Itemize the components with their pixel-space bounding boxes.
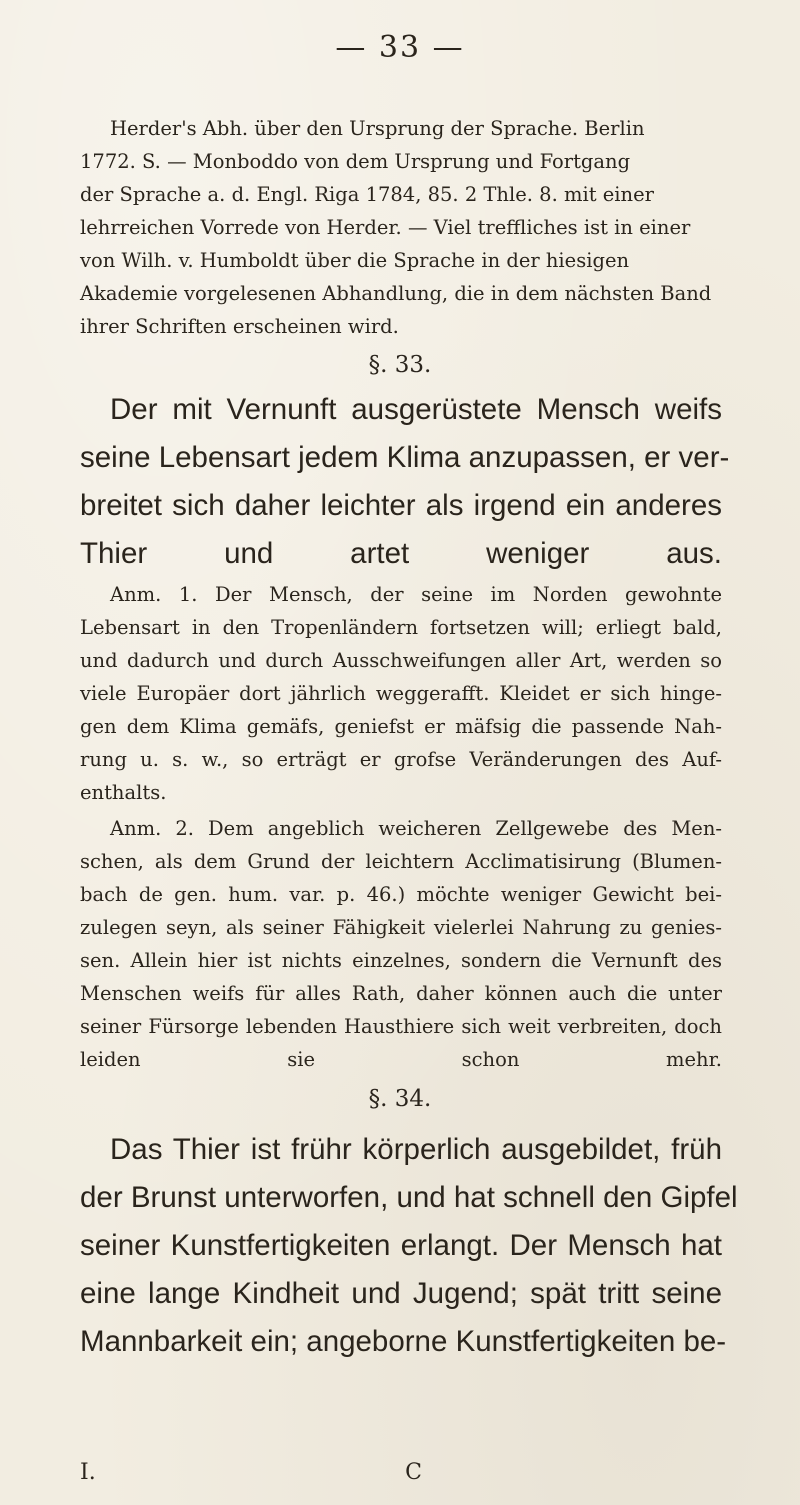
thesis-33 — [80, 386, 730, 578]
section-heading-34: §. 34. — [368, 1086, 432, 1112]
text-line: lehrreichen Vorrede von Herder. — Viel treffliches ist in einer — [80, 216, 691, 239]
text-line: Herder's Abh. über den Ursprung der Sprache. Berlin — [110, 117, 645, 140]
text-line: eine lange Kindheit und Jugend; spät tritt seine — [80, 1277, 722, 1310]
text-line: gen dem Klima gemäfs, geniefst er mäfsig die passende Nah- — [80, 715, 722, 738]
page-number: — 33 — — [335, 30, 465, 65]
text-line: Der mit Vernunft ausgerüstete Mensch weifs — [110, 393, 722, 426]
text-line: Das Thier ist frühr körperlich ausgebildet, früh — [110, 1133, 722, 1166]
annotation-2 — [80, 812, 722, 1076]
annotation-1 — [80, 578, 722, 809]
signature-mark: C — [405, 1460, 422, 1485]
text-line: zulegen seyn, als seiner Fähigkeit vielerlei Nahrung zu genies- — [80, 916, 722, 939]
text-line: viele Europäer dort jährlich weggerafft. Kleidet er sich hinge- — [80, 682, 722, 705]
text-line: und dadurch und durch Ausschweifungen aller Art, werden so — [80, 649, 722, 672]
text-line: der Brunst unterworfen, und hat schnell den Gipfel — [80, 1181, 738, 1214]
text-line: 1772. S. — Monboddo von dem Ursprung und Fortgang — [80, 150, 631, 173]
text-line: seiner Fürsorge lebenden Hausthiere sich weit verbreiten, doch — [80, 1015, 722, 1038]
text-line: Anm. 1. Der Mensch, der seine im Norden gewohnte — [110, 583, 722, 606]
text-line: seiner Kunstfertigkeiten erlangt. Der Mensch hat — [80, 1229, 722, 1262]
text-line: ihrer Schriften erscheinen wird. — [80, 315, 399, 338]
thesis-34 — [80, 1126, 738, 1366]
text-line: enthalts. — [80, 781, 167, 804]
sheet-number: I. — [80, 1460, 96, 1485]
text-line: Menschen weifs für alles Rath, daher können auch die unter — [80, 982, 722, 1005]
text-line: Thier und artet weniger aus. — [80, 537, 722, 570]
text-line: leiden sie schon mehr. — [80, 1048, 722, 1071]
text-line: seine Lebensart jedem Klima anzupassen, er ver- — [80, 441, 730, 474]
text-line: von Wilh. v. Humboldt über die Sprache in der hiesigen — [80, 249, 630, 272]
page-footer — [80, 1460, 722, 1485]
text-line: schen, als dem Grund der leichtern Acclimatisirung (Blumen- — [80, 850, 722, 873]
text-line: sen. Allein hier ist nichts einzelnes, sondern die Vernunft des — [80, 949, 722, 972]
text-line: Lebensart in den Tropenländern fortsetzen will; erliegt bald, — [80, 616, 722, 639]
text-line: der Sprache a. d. Engl. Riga 1784, 85. 2 Thle. 8. mit einer — [80, 183, 654, 206]
text-line: rung u. s. w., so erträgt er grofse Veränderungen des Auf- — [80, 748, 722, 771]
text-line: breitet sich daher leichter als irgend ein anderes — [80, 489, 722, 522]
text-line: bach de gen. hum. var. p. 46.) möchte weniger Gewicht bei- — [80, 883, 722, 906]
section-heading-33: §. 33. — [368, 352, 432, 378]
text-line: Akademie vorgelesenen Abhandlung, die in dem nächsten Band — [80, 282, 712, 305]
intro-references — [80, 112, 722, 343]
text-line: Anm. 2. Dem angeblich weicheren Zellgewebe des Men- — [110, 817, 722, 840]
text-line: Mannbarkeit ein; angeborne Kunstfertigkeiten be- — [80, 1325, 727, 1358]
